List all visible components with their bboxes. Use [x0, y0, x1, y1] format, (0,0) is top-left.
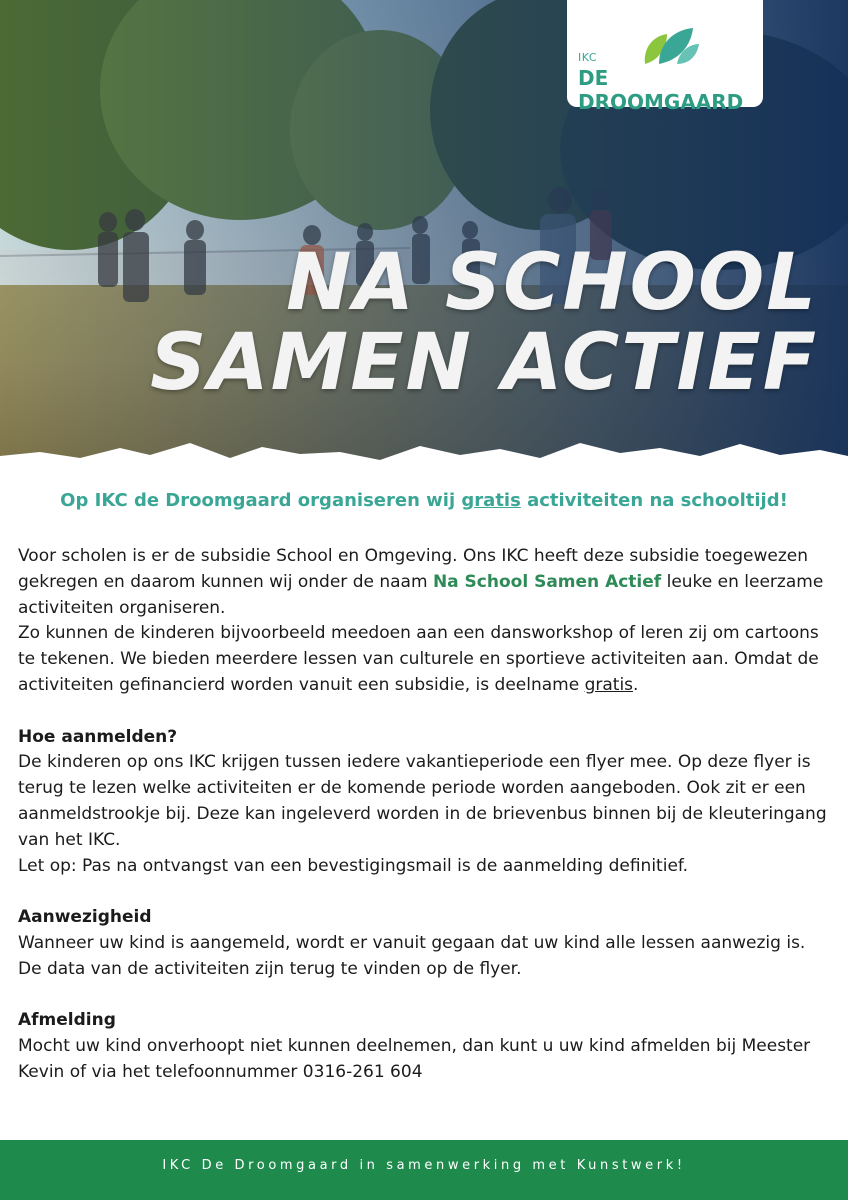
- section-heading-afmelding: Afmelding: [18, 1010, 116, 1031]
- lead-text-underlined: gratis: [461, 490, 521, 511]
- body-content: [18, 544, 833, 1086]
- footer-bar: [0, 1140, 848, 1200]
- section-heading-aanmelden: Hoe aanmelden?: [18, 726, 178, 747]
- lead-heading: [0, 490, 848, 511]
- intro-p1-before: Voor scholen is er de subsidie School en Omgeving. Ons IKC heeft deze subsidie toegewezen gekregen en daarom kunnen wij onder de naam: [18, 546, 809, 592]
- lead-text-after: activiteiten na schooltijd!: [520, 490, 788, 511]
- lead-text-before: Op IKC de Droomgaard organiseren wij: [60, 490, 462, 511]
- intro-paragraph-1: [18, 544, 833, 621]
- intro-p2-after: .: [633, 674, 639, 695]
- intro-paragraph-2: [18, 621, 833, 698]
- section-note-aanmelden: Let op: Pas na ontvangst van een bevestigingsmail is de aanmelding definitief.: [18, 855, 689, 876]
- logo-name: DE DROOMGAARD: [578, 66, 744, 114]
- footer-text: IKC De Droomgaard in samenwerking met Kunstwerk!: [162, 1158, 686, 1173]
- leaves-icon: [637, 24, 701, 68]
- section-heading-aanwezigheid: Aanwezigheid: [18, 907, 152, 928]
- logo-prefix: IKC: [578, 51, 598, 64]
- intro-p2-underlined: gratis: [584, 674, 634, 695]
- intro-p1-after: leuke en leerzame activiteiten organiseren.: [18, 571, 824, 618]
- hero-banner: [0, 0, 848, 480]
- section-text-aanwezigheid: Wanneer uw kind is aangemeld, wordt er vanuit gegaan dat uw kind alle lessen aanwezig is. De data van de activiteiten zijn terug te vinden op de flyer.: [18, 932, 806, 979]
- section-text-aanmelden: De kinderen op ons IKC krijgen tussen iedere vakantieperiode een flyer mee. Op deze flyer is terug te lezen welke activiteiten er de komende periode worden aangeboden. Ook zit er een aanmeldstrookje bij. Deze kan ingeleverd worden in de brievenbus binnen bij de kleuteringang van het IKC.: [18, 752, 827, 850]
- hero-title-line-2: SAMEN ACTIEF: [150, 318, 818, 408]
- hero-title-line-1: NA SCHOOL: [286, 238, 818, 328]
- program-name-highlight: Na School Samen Actief: [432, 571, 662, 592]
- intro-p2-before: Zo kunnen de kinderen bijvoorbeeld meedoen aan een dansworkshop of leren zij om cartoons te tekenen. We bieden meerdere lessen van culturele en sportieve activiteiten aan. Omdat de activiteiten gefinancierd worden vanuit een subsidie, is deelname: [18, 623, 819, 695]
- section-text-afmelding: Mocht uw kind onverhoopt niet kunnen deelnemen, dan kunt u uw kind afmelden bij Meester Kevin of via het telefoonnummer 0316-261 604: [18, 1036, 811, 1082]
- school-logo: [567, 0, 763, 114]
